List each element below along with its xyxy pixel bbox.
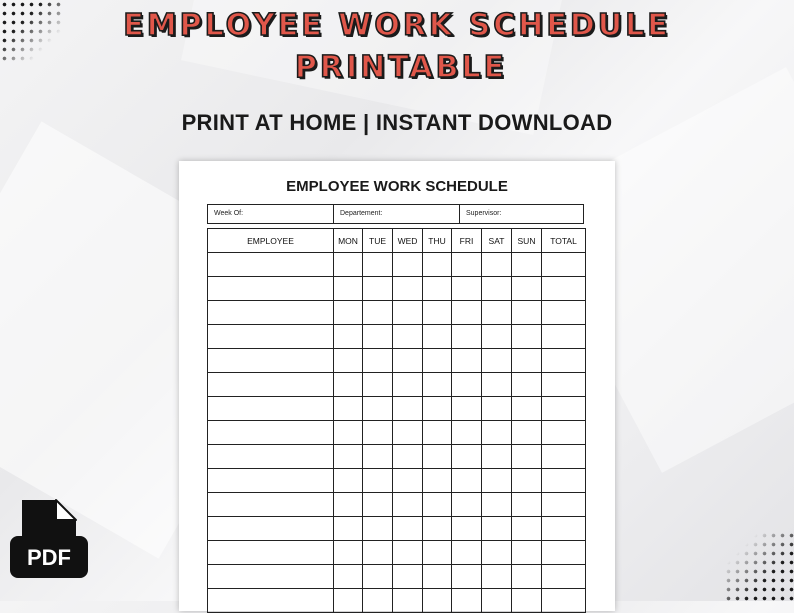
table-cell [334, 445, 363, 469]
table-cell [423, 541, 452, 565]
table-cell [334, 253, 363, 277]
table-cell [542, 541, 586, 565]
table-row [208, 541, 586, 565]
table-cell [393, 349, 423, 373]
table-cell [393, 517, 423, 541]
table-cell [208, 493, 334, 517]
column-header-employee: EMPLOYEE [208, 229, 334, 253]
table-cell [512, 565, 542, 589]
column-header-mon: MON [334, 229, 363, 253]
table-cell [393, 565, 423, 589]
table-cell [452, 421, 482, 445]
table-cell [452, 325, 482, 349]
headline-line-2: PRINTABLE [294, 50, 508, 85]
table-cell [393, 421, 423, 445]
table-cell [512, 421, 542, 445]
column-header-tue: TUE [363, 229, 393, 253]
table-row [208, 253, 586, 277]
table-cell [542, 277, 586, 301]
table-cell [452, 541, 482, 565]
sheet-meta-fields [207, 204, 584, 224]
table-row [208, 301, 586, 325]
table-cell [393, 541, 423, 565]
table-row [208, 421, 586, 445]
table-cell [423, 277, 452, 301]
table-cell [208, 277, 334, 301]
table-cell [482, 421, 512, 445]
column-header-fri: FRI [452, 229, 482, 253]
table-cell [423, 421, 452, 445]
table-cell [208, 325, 334, 349]
table-cell [512, 373, 542, 397]
headline-line-1: EMPLOYEE WORK SCHEDULE [123, 8, 671, 43]
table-cell [334, 469, 363, 493]
table-cell [482, 469, 512, 493]
table-cell [363, 565, 393, 589]
table-cell [542, 397, 586, 421]
table-cell [512, 541, 542, 565]
table-cell [334, 517, 363, 541]
table-cell [334, 277, 363, 301]
table-cell [393, 493, 423, 517]
table-cell [208, 373, 334, 397]
sheet-title: EMPLOYEE WORK SCHEDULE [286, 178, 508, 195]
table-cell [393, 277, 423, 301]
column-header-thu: THU [423, 229, 452, 253]
table-cell [363, 445, 393, 469]
table-cell [452, 565, 482, 589]
table-cell [208, 301, 334, 325]
table-cell [334, 541, 363, 565]
column-header-wed: WED [393, 229, 423, 253]
table-cell [208, 253, 334, 277]
table-row [208, 277, 586, 301]
table-cell [423, 373, 452, 397]
table-row [208, 493, 586, 517]
table-cell [542, 301, 586, 325]
schedule-sheet-preview [179, 161, 615, 611]
table-cell [542, 565, 586, 589]
table-cell [542, 373, 586, 397]
table-cell [512, 325, 542, 349]
table-row [208, 469, 586, 493]
pdf-file-icon [10, 498, 88, 590]
supervisor-field: Supervisor: [466, 210, 502, 217]
table-cell [542, 469, 586, 493]
table-cell [542, 517, 586, 541]
table-cell [423, 325, 452, 349]
table-cell [363, 253, 393, 277]
table-cell [542, 325, 586, 349]
table-cell [363, 373, 393, 397]
table-cell [512, 301, 542, 325]
table-cell [452, 373, 482, 397]
table-row [208, 373, 586, 397]
table-cell [423, 469, 452, 493]
table-header-row [208, 229, 586, 253]
table-cell [334, 565, 363, 589]
table-cell [482, 301, 512, 325]
table-cell [452, 493, 482, 517]
table-cell [363, 541, 393, 565]
table-cell [423, 349, 452, 373]
table-cell [334, 301, 363, 325]
table-cell [482, 541, 512, 565]
table-cell [452, 277, 482, 301]
column-header-sat: SAT [482, 229, 512, 253]
table-cell [423, 445, 452, 469]
pdf-badge [10, 498, 88, 590]
table-cell [482, 493, 512, 517]
table-row [208, 517, 586, 541]
table-cell [393, 253, 423, 277]
table-row [208, 325, 586, 349]
table-cell [363, 469, 393, 493]
table-cell [208, 469, 334, 493]
table-cell [542, 349, 586, 373]
table-cell [542, 493, 586, 517]
table-cell [482, 397, 512, 421]
table-cell [482, 325, 512, 349]
table-row [208, 565, 586, 589]
table-cell [423, 301, 452, 325]
table-cell [334, 373, 363, 397]
table-cell [452, 349, 482, 373]
table-cell [423, 493, 452, 517]
week-of-field: Week Of: [208, 205, 334, 223]
table-cell [512, 277, 542, 301]
table-cell [334, 493, 363, 517]
table-cell [423, 253, 452, 277]
table-cell [393, 373, 423, 397]
table-cell [423, 397, 452, 421]
table-cell [482, 445, 512, 469]
table-cell [482, 277, 512, 301]
table-cell [334, 397, 363, 421]
table-cell [452, 469, 482, 493]
table-cell [393, 325, 423, 349]
table-cell [512, 469, 542, 493]
table-row [208, 349, 586, 373]
table-cell [363, 493, 393, 517]
table-cell [393, 301, 423, 325]
table-cell [482, 517, 512, 541]
table-cell [512, 445, 542, 469]
table-cell [482, 565, 512, 589]
table-cell [393, 397, 423, 421]
table-cell [482, 373, 512, 397]
table-cell [423, 565, 452, 589]
table-cell [452, 397, 482, 421]
table-cell [334, 421, 363, 445]
table-cell [542, 421, 586, 445]
table-cell [208, 349, 334, 373]
table-cell [363, 421, 393, 445]
table-cell [452, 301, 482, 325]
table-cell [208, 565, 334, 589]
dot-pattern-decoration [724, 531, 794, 601]
table-cell [363, 517, 393, 541]
table-cell [512, 397, 542, 421]
table-cell [482, 349, 512, 373]
table-cell [334, 349, 363, 373]
table-row [208, 397, 586, 421]
table-cell [208, 445, 334, 469]
table-cell [482, 253, 512, 277]
subtitle: PRINT AT HOME | INSTANT DOWNLOAD [181, 110, 613, 135]
table-cell [542, 253, 586, 277]
table-cell [512, 349, 542, 373]
table-cell [542, 445, 586, 469]
table-cell [512, 253, 542, 277]
table-cell [208, 397, 334, 421]
table-cell [452, 445, 482, 469]
table-cell [334, 325, 363, 349]
table-cell [363, 349, 393, 373]
table-cell [363, 325, 393, 349]
table-cell [208, 541, 334, 565]
department-field: Departement: [334, 205, 460, 223]
column-header-total: TOTAL [542, 229, 586, 253]
table-cell [512, 493, 542, 517]
table-cell [452, 517, 482, 541]
table-cell [363, 397, 393, 421]
table-cell [512, 517, 542, 541]
schedule-table [207, 228, 586, 613]
table-cell [452, 253, 482, 277]
pdf-label: PDF [27, 545, 71, 570]
table-cell [423, 517, 452, 541]
column-header-sun: SUN [512, 229, 542, 253]
table-cell [208, 421, 334, 445]
table-cell [363, 277, 393, 301]
table-row [208, 445, 586, 469]
table-cell [393, 469, 423, 493]
table-cell [208, 517, 334, 541]
table-cell [363, 301, 393, 325]
table-cell [393, 445, 423, 469]
